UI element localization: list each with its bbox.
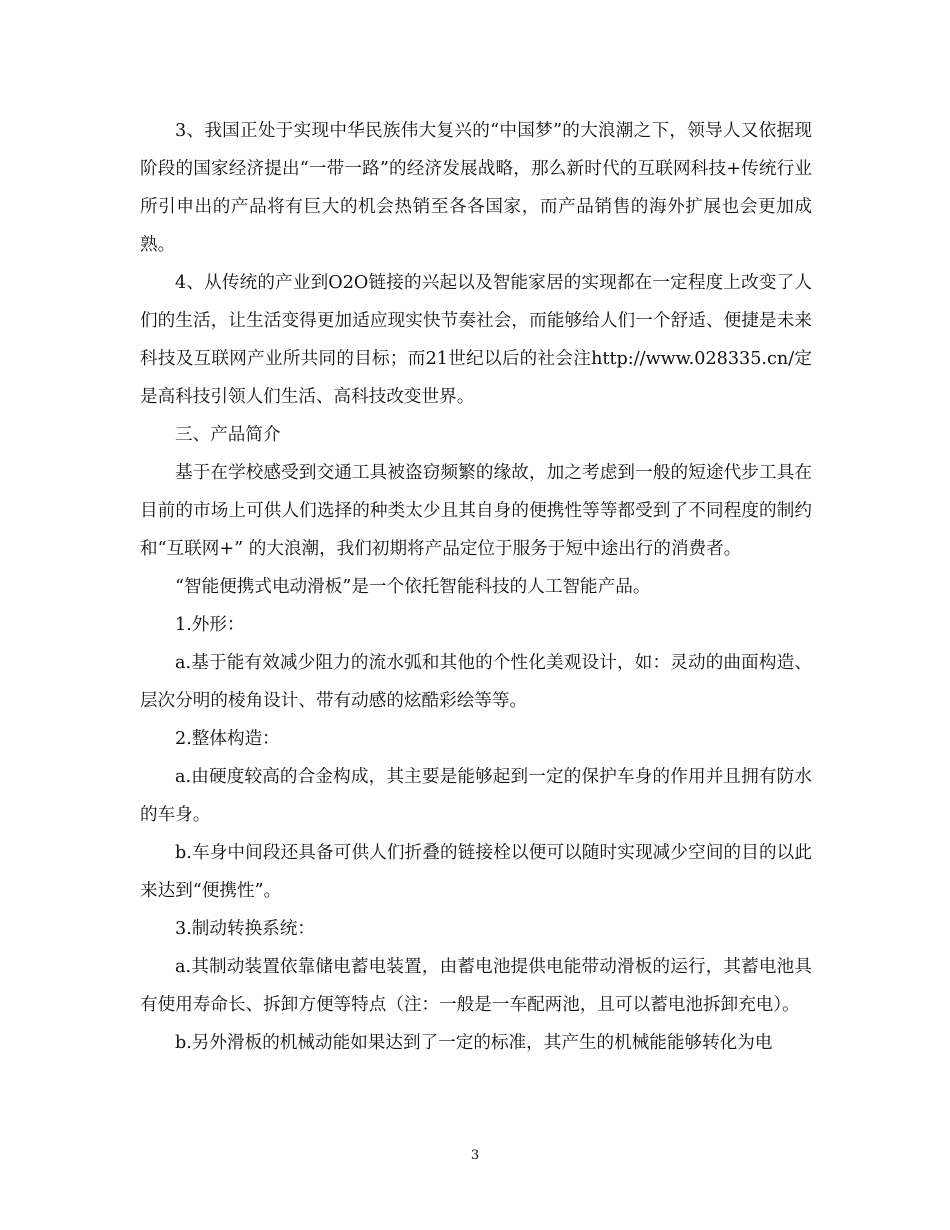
subheading-appearance: 1.外形：	[175, 615, 245, 635]
paragraph-braking-b: b.另外滑板的机械动能如果达到了一定的标准，其产生的机械能能够转化为电	[175, 1033, 773, 1053]
paragraph-appearance-a: a.基于能有效减少阻力的流水弧和其他的个性化美观设计，如：灵动的曲面构造、层次分明的棱角设计、带有动感的炫酷彩绘等等。	[140, 653, 812, 711]
paragraph-point-4: 4、从传统的产业到O2O链接的兴起以及智能家居的实现都在一定程度上改变了人们的生活，让生活变得更加适应现实快节奏社会，而能够给人们一个舒适、便捷是未来科技及互联网产业所共同的目标；而21世纪以后的社会注http://www.028335.cn/定是高科技引领人们生活、高科技改变世界。	[140, 273, 812, 407]
subheading-braking-system: 3.制动转换系统：	[175, 919, 315, 939]
page-number: 3	[470, 1148, 480, 1163]
paragraph-structure-a: a.由硬度较高的合金构成，其主要是能够起到一定的保护车身的作用并且拥有防水的车身。	[140, 767, 812, 825]
section-heading-product-intro: 三、产品简介	[175, 425, 281, 445]
paragraph-braking-a: a.其制动装置依靠储电蓄电装置，由蓄电池提供电能带动滑板的运行，其蓄电池具有使用寿命长、拆卸方便等特点（注：一般是一车配两池，且可以蓄电池拆卸充电）。	[140, 957, 812, 1015]
paragraph-product-definition: “智能便携式电动滑板”是一个依托智能科技的人工智能产品。	[175, 577, 651, 597]
subheading-structure: 2.整体构造：	[175, 729, 280, 749]
paragraph-point-3: 3、我国正处于实现中华民族伟大复兴的“中国梦”的大浪潮之下，领导人又依据现阶段的国家经济提出“一带一路”的经济发展战略，那么新时代的互联网科技+传统行业所引申出的产品将有巨大的机会热销至各各国家，而产品销售的海外扩展也会更加成熟。	[140, 121, 812, 255]
paragraph-product-background: 基于在学校感受到交通工具被盗窃频繁的缘故，加之考虑到一般的短途代步工具在目前的市场上可供人们选择的种类太少且其自身的便携性等等都受到了不同程度的制约和“互联网+” 的大浪潮，我们初期将产品定位于服务于短中途出行的消费者。	[140, 463, 812, 559]
paragraph-structure-b: b.车身中间段还具备可供人们折叠的链接栓以便可以随时实现减少空间的目的以此来达到“便携性”。	[140, 843, 812, 901]
page-body	[140, 112, 812, 1062]
